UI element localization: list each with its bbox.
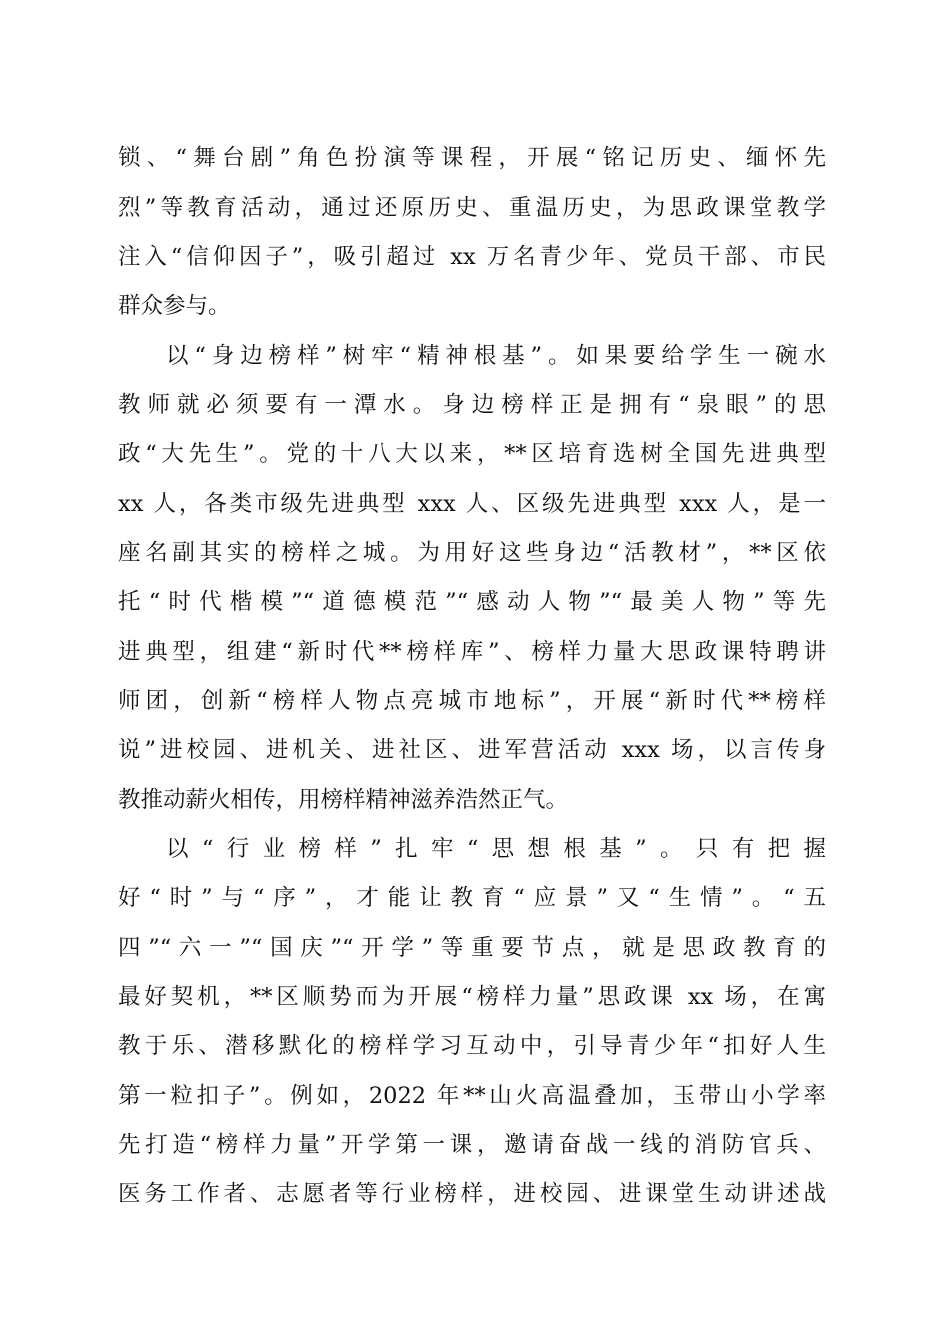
text-line: 教于乐、潜移默化的榜样学习互动中，引导青少年“扣好人生 xyxy=(118,1033,826,1059)
text-line: 以“行业榜样”扎牢“思想根基”。只有把握 xyxy=(166,836,826,862)
text-line: 烈”等教育活动，通过还原历史、重温历史，为思政课堂教学 xyxy=(118,195,826,221)
text-line: 教师就必须要有一潭水。身边榜样正是拥有“泉眼”的思 xyxy=(118,392,826,418)
text-line: 先打造“榜样力量”开学第一课，邀请奋战一线的消防官兵、 xyxy=(118,1132,826,1158)
text-line: 座名副其实的榜样之城。为用好这些身边“活教材”，**区依 xyxy=(118,540,826,566)
text-line: 教推动薪火相传，用榜样精神滋养浩然正气。 xyxy=(118,787,569,813)
text-line: 群众参与。 xyxy=(118,293,231,319)
text-line: 以“身边榜样”树牢“精神根基”。如果要给学生一碗水 xyxy=(166,343,826,369)
text-line: 托“时代楷模”“道德模范”“感动人物”“最美人物”等先 xyxy=(118,589,826,615)
text-line: 锁、“舞台剧”角色扮演等课程，开展“铭记历史、缅怀先 xyxy=(118,145,826,171)
text-line: 第一粒扣子”。例如，2022 年**山火高温叠加，玉带山小学率 xyxy=(118,1083,826,1109)
text-line: 政“大先生”。党的十八大以来，**区培育选树全国先进典型 xyxy=(118,441,826,467)
text-line: xx 人，各类市级先进典型 xxx 人、区级先进典型 xxx 人，是一 xyxy=(118,491,826,517)
text-line: 进典型，组建“新时代**榜样库”、榜样力量大思政课特聘讲 xyxy=(118,639,826,665)
text-line: 最好契机，**区顺势而为开展“榜样力量”思政课 xx 场，在寓 xyxy=(118,984,826,1010)
text-line: 注入“信仰因子”，吸引超过 xx 万名青少年、党员干部、市民 xyxy=(118,244,826,270)
text-line: 医务工作者、志愿者等行业榜样，进校园、进课堂生动讲述战 xyxy=(118,1181,826,1207)
text-line: 说”进校园、进机关、进社区、进军营活动 xxx 场，以言传身 xyxy=(118,737,826,763)
text-line: 师团，创新“榜样人物点亮城市地标”，开展“新时代**榜样 xyxy=(118,688,826,714)
text-line: 四”“六一”“国庆”“开学”等重要节点，就是思政教育的 xyxy=(118,935,826,961)
text-line: 好“时”与“序”，才能让教育“应景”又“生情”。“五 xyxy=(118,885,826,911)
